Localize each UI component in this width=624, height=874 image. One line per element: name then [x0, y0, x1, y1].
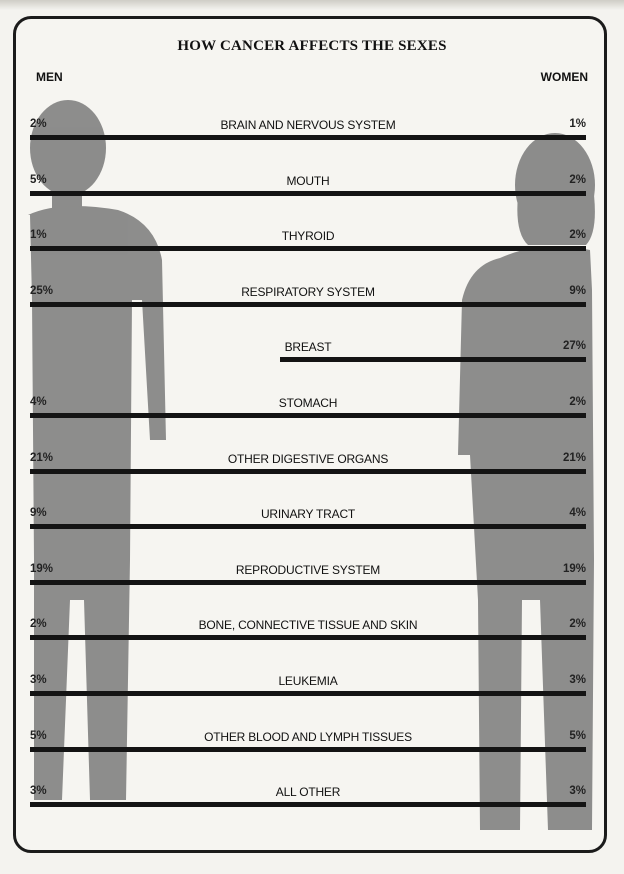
men-percent: 19% [30, 562, 54, 575]
table-row [30, 730, 586, 756]
table-row [30, 563, 586, 589]
women-percent: 27% [562, 340, 586, 353]
women-percent: 3% [569, 674, 586, 686]
men-percent: 2% [30, 618, 47, 631]
row-rule [30, 524, 586, 529]
men-percent: 5% [30, 729, 47, 742]
row-rule [30, 191, 586, 196]
women-percent: 4% [569, 507, 586, 520]
row-rule [30, 469, 586, 474]
women-percent: 2% [569, 618, 586, 631]
table-row [30, 340, 586, 366]
category-label: REPRODUCTIVE SYSTEM [235, 562, 381, 577]
category-label: BREAST [284, 340, 332, 355]
category-label: OTHER DIGESTIVE ORGANS [227, 451, 389, 466]
men-percent: 21% [30, 451, 54, 464]
row-rule [30, 802, 586, 807]
row-rule [30, 413, 586, 418]
men-percent: 9% [30, 507, 47, 520]
table-row [30, 285, 586, 311]
category-label: BRAIN AND NERVOUS SYSTEM [220, 118, 396, 132]
men-percent: 2% [30, 118, 47, 130]
men-percent: 3% [30, 674, 47, 686]
category-label: BONE, CONNECTIVE TISSUE AND SKIN [198, 618, 418, 633]
women-percent: 5% [569, 729, 586, 742]
table-row [30, 452, 586, 478]
category-label: URINARY TRACT [260, 507, 356, 522]
women-percent: 2% [569, 229, 586, 242]
row-rule [30, 635, 586, 640]
women-percent: 1% [569, 118, 586, 130]
row-rule [30, 302, 586, 307]
women-percent: 19% [562, 562, 586, 575]
row-rule [30, 246, 586, 251]
category-label: MOUTH [286, 173, 330, 188]
women-percent: 9% [569, 284, 586, 297]
men-header: MEN [36, 70, 63, 84]
chart-title: HOW CANCER AFFECTS THE SEXES [177, 38, 447, 54]
men-percent: 1% [30, 229, 47, 242]
women-percent: 3% [569, 785, 586, 798]
men-percent: 4% [30, 396, 47, 408]
row-rule [280, 357, 586, 362]
category-label: OTHER BLOOD AND LYMPH TISSUES [204, 729, 412, 744]
table-row [30, 674, 586, 700]
table-row [30, 229, 586, 255]
table-row [30, 118, 586, 144]
table-row [30, 618, 586, 644]
row-rule [30, 580, 586, 585]
category-label: THYROID [281, 229, 335, 244]
women-percent: 2% [569, 173, 586, 186]
men-percent: 25% [30, 284, 54, 297]
men-percent: 5% [30, 173, 47, 186]
women-percent: 21% [562, 451, 586, 464]
row-rule [30, 135, 586, 140]
category-label: RESPIRATORY SYSTEM [241, 284, 375, 299]
table-row [30, 396, 586, 422]
women-percent: 2% [569, 396, 586, 408]
row-rule [30, 691, 586, 696]
category-label: STOMACH [278, 396, 338, 410]
category-label: ALL OTHER [275, 785, 341, 800]
row-rule [30, 747, 586, 752]
men-percent: 3% [30, 785, 47, 798]
table-row [30, 174, 586, 200]
category-label: LEUKEMIA [278, 674, 338, 688]
table-row [30, 785, 586, 811]
table-row [30, 507, 586, 533]
women-header: WOMEN [540, 70, 588, 84]
